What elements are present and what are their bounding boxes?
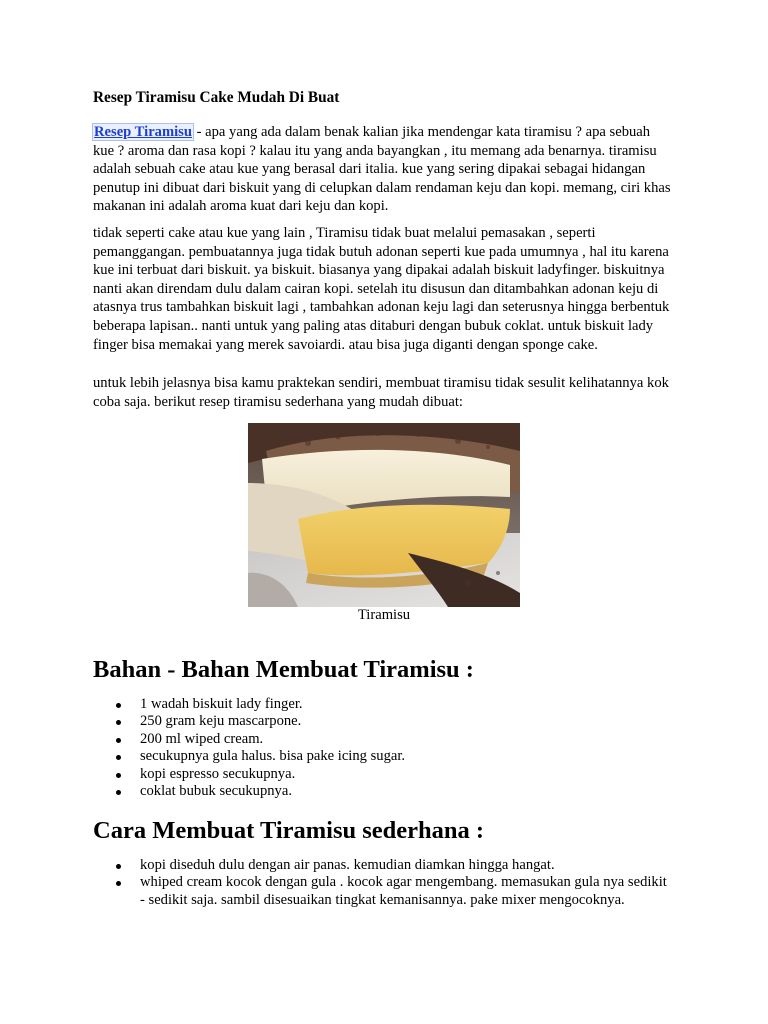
list-item: kopi diseduh dulu dengan air panas. kemudian diamkan hingga hangat. bbox=[93, 857, 668, 874]
resep-tiramisu-link[interactable]: Resep Tiramisu bbox=[94, 124, 192, 140]
intro-text: - apa yang ada dalam benak kalian jika mendengar kata tiramisu ? apa sebuah kue ? aroma dan rasa kopi ? kalau itu yang anda bayangkan , itu memang ada benarnya. tiramisu adalah sebuah cake atau kue yang berasal dari italia. kue yang sering dipakai sebagai hidangan penutup ini dibuat dari biskuit yang di celupkan dalam rendaman keju dan kopi. memang, ciri khas makanan ini adalah aroma kuat dari keju dan kopi. bbox=[93, 124, 671, 215]
invitation-paragraph: untuk lebih jelasnya bisa kamu praktekan sendiri, membuat tiramisu tidak sesulit kelihatannya kok coba saja. berikut resep tiramisu sederhana yang mudah dibuat: bbox=[93, 375, 669, 410]
list-item: 250 gram keju mascarpone. bbox=[93, 713, 668, 730]
list-item: 200 ml wiped cream. bbox=[93, 731, 668, 748]
steps-heading: Cara Membuat Tiramisu sederhana : bbox=[93, 817, 485, 844]
description-paragraph: tidak seperti cake atau kue yang lain , Tiramisu tidak buat melalui pemasakan , seperti pemanggangan. pembuatannya juga tidak butuh adonan seperti kue pada umumnya , hal itu karena kue ini terbuat dari biskuit. ya biskuit. biasanya yang dipakai adalah biskuit ladyfinger. biskuitnya nanti akan direndam dulu dalam cairan kopi. setelah itu disusun dan ditambahkan adonan keju di atasnya trus tambahkan biskuit lagi , tambahkan adonan keju lagi dan seterusnya hingga berbentuk beberapa lapisan.. nanti untuk yang paling atas ditaburi dengan bubuk coklat. untuk biskuit lady finger bisa memakai yang merek savoiardi. atau bisa juga diganti dengan sponge cake. bbox=[93, 225, 670, 353]
intro-paragraph bbox=[93, 123, 673, 216]
steps-list bbox=[93, 857, 668, 909]
list-item: secukupnya gula halus. bisa pake icing sugar. bbox=[93, 748, 668, 765]
photo-caption: Tiramisu bbox=[357, 607, 411, 623]
ingredients-heading: Bahan - Bahan Membuat Tiramisu : bbox=[93, 656, 474, 683]
list-item: kopi espresso secukupnya. bbox=[93, 766, 668, 783]
tiramisu-photo bbox=[248, 423, 520, 607]
list-item: 1 wadah biskuit lady finger. bbox=[93, 696, 668, 713]
ingredients-list bbox=[93, 696, 668, 800]
list-item: coklat bubuk secukupnya. bbox=[93, 783, 668, 800]
list-item: whiped cream kocok dengan gula . kocok agar mengembang. memasukan gula nya sedikit - sedikit saja. sambil disesuaikan tingkat kemanisannya. pake mixer mengocoknya. bbox=[93, 874, 668, 909]
article-title: Resep Tiramisu Cake Mudah Di Buat bbox=[93, 89, 340, 106]
